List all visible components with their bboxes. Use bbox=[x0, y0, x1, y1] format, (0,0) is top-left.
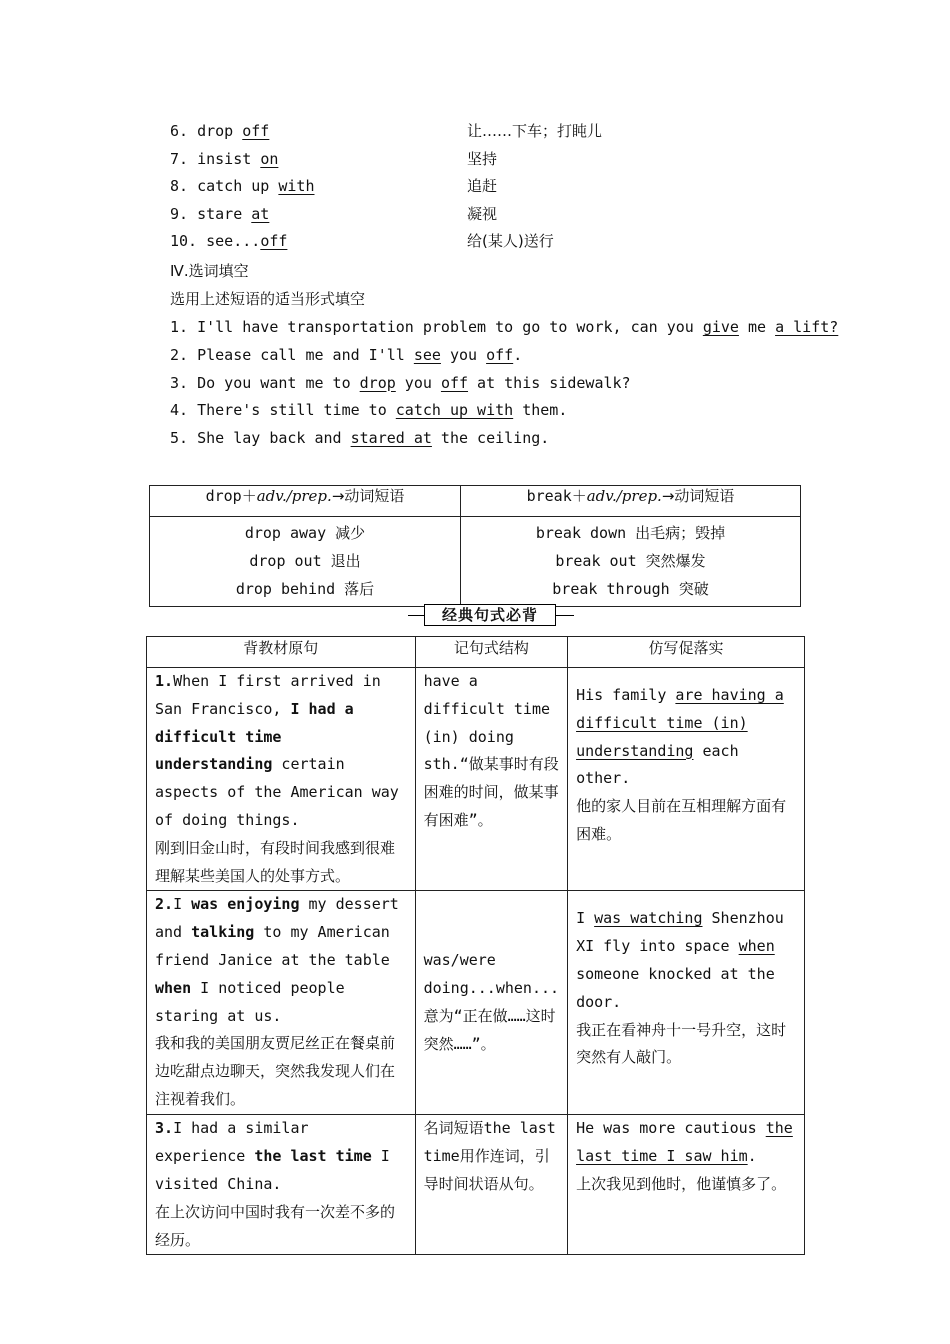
vocab-text: drop bbox=[188, 122, 243, 140]
vocab-answer: on bbox=[260, 149, 279, 168]
item-text: I'll have transportation problem to go to work, can you bbox=[188, 318, 703, 336]
answer-blank: off bbox=[486, 345, 514, 364]
phrase-table-header-break bbox=[461, 486, 801, 517]
fill-blank-item bbox=[170, 396, 567, 424]
imitation-cell bbox=[568, 668, 805, 891]
sentence-text: to my American friend Janice at the table bbox=[155, 923, 390, 969]
answer-blank: off bbox=[440, 373, 469, 392]
header-prefix: drop＋ bbox=[205, 487, 257, 505]
sentence-text: each other. bbox=[576, 741, 739, 788]
phrase-item: break through 突破 bbox=[552, 579, 709, 598]
sentence-row bbox=[147, 891, 805, 1115]
vocab-row bbox=[170, 201, 810, 229]
vocab-list bbox=[170, 118, 810, 256]
vocab-answer: off bbox=[242, 122, 270, 140]
key-structure: 1. bbox=[155, 672, 174, 690]
key-structure: the last time bbox=[254, 1147, 372, 1166]
header-suffix: →动词短语 bbox=[331, 487, 405, 505]
banner-title: 经典句式必背 bbox=[424, 604, 556, 626]
vocab-row bbox=[170, 118, 810, 146]
item-number: 5. bbox=[170, 429, 189, 448]
vocab-number: 10. bbox=[170, 232, 198, 251]
item-text: the ceiling. bbox=[431, 429, 550, 448]
sentence-text: He was more cautious bbox=[576, 1119, 766, 1138]
structure-cell bbox=[415, 1115, 567, 1255]
original-sentence-cell bbox=[147, 668, 416, 891]
key-structure: when bbox=[155, 978, 192, 997]
sentence-text: I visited China. bbox=[155, 1147, 390, 1193]
answer-blank: when bbox=[738, 937, 775, 956]
fill-blank-item bbox=[170, 424, 549, 452]
vocab-number: 7. bbox=[170, 149, 189, 168]
imitation-cell bbox=[568, 1115, 805, 1255]
original-sentence-cell bbox=[147, 1115, 416, 1255]
item-text: at this sidewalk? bbox=[468, 373, 631, 392]
imitation-translation: 他的家人目前在互相理解方面有困难。 bbox=[576, 797, 787, 843]
header-pos: adv./prep. bbox=[586, 487, 662, 505]
vocab-text: see... bbox=[197, 232, 261, 251]
answer-blank: a lift? bbox=[775, 318, 839, 336]
header-prefix: break＋ bbox=[526, 487, 587, 505]
header-suffix: →动词短语 bbox=[661, 487, 735, 505]
key-structure: 2. bbox=[155, 895, 174, 914]
vocab-meaning: 坚持 bbox=[467, 149, 498, 168]
answer-blank: stared at bbox=[350, 429, 432, 448]
structure-note: have a difficult time (in) doing sth.“做某事时有段困难的时间，做某事有困难”。 bbox=[423, 672, 559, 829]
item-number: 1. bbox=[170, 318, 189, 336]
imitation-sentence bbox=[576, 905, 796, 1016]
vocab-phrase bbox=[170, 146, 278, 174]
sentence-text: His family bbox=[576, 686, 676, 704]
vocab-number: 8. bbox=[170, 177, 189, 196]
header-original: 背教材原句 bbox=[147, 637, 416, 668]
item-text: She lay back and bbox=[188, 429, 351, 448]
vocab-phrase bbox=[170, 201, 269, 229]
phrase-item: break down 出毛病；毁掉 bbox=[535, 524, 726, 542]
vocab-number: 6. bbox=[170, 122, 189, 140]
item-text: . bbox=[513, 345, 523, 364]
sentence-text: I noticed people staring at us. bbox=[155, 978, 345, 1025]
original-sentence bbox=[155, 891, 407, 1030]
answer-blank: was watching bbox=[594, 909, 703, 928]
structure-note: was/were doing...when...意为“正在做……这时突然……”。 bbox=[423, 951, 560, 1053]
answer-blank: catch up with bbox=[395, 401, 514, 420]
phrase-cell-drop bbox=[150, 517, 461, 607]
item-number: 3. bbox=[170, 373, 189, 392]
phrase-item: break out 突然爆发 bbox=[555, 551, 706, 570]
vocab-row bbox=[170, 146, 810, 174]
vocab-meaning: 让……下车；打盹儿 bbox=[467, 122, 603, 140]
vocab-meaning: 给(某人)送行 bbox=[467, 232, 554, 251]
sentence-row bbox=[147, 1115, 805, 1255]
vocab-answer: at bbox=[251, 204, 270, 223]
vocab-text: stare bbox=[188, 204, 252, 223]
sentence-text: my dessert and bbox=[155, 895, 399, 942]
header-structure: 记句式结构 bbox=[415, 637, 567, 668]
imitation-translation: 上次我见到他时，他谨慎多了。 bbox=[576, 1174, 787, 1193]
vocab-answer: with bbox=[278, 177, 315, 196]
item-text: them. bbox=[513, 401, 568, 420]
original-sentence bbox=[155, 668, 407, 835]
phrase-item: drop away 减少 bbox=[244, 524, 366, 542]
answer-blank: give bbox=[702, 318, 739, 336]
imitation-sentence bbox=[576, 682, 796, 793]
key-structure: I had a difficult time understanding bbox=[155, 699, 354, 774]
item-text: Please call me and I'll bbox=[188, 345, 414, 364]
sentence-text: I had a similar experience bbox=[155, 1119, 309, 1166]
vocab-phrase bbox=[170, 173, 315, 201]
original-translation: 我和我的美国朋友贾尼丝正在餐桌前边吃甜点边聊天，突然我发现人们在注视着我们。 bbox=[155, 1034, 396, 1108]
item-text: you bbox=[395, 373, 441, 392]
header-imitate: 仿写促落实 bbox=[568, 637, 805, 668]
sentence-text: When I first arrived in San Francisco, bbox=[155, 672, 381, 718]
phrase-table bbox=[149, 485, 801, 607]
sentence-table bbox=[146, 636, 805, 1255]
answer-blank: drop bbox=[359, 373, 396, 392]
vocab-row bbox=[170, 173, 810, 201]
item-text: you bbox=[440, 345, 487, 364]
sentence-text: . bbox=[747, 1147, 757, 1166]
phrase-table-header-drop bbox=[150, 486, 461, 517]
phrase-item: drop out 退出 bbox=[249, 551, 361, 570]
vocab-number: 9. bbox=[170, 204, 189, 223]
sentence-text: Shenzhou XI fly into space bbox=[576, 909, 784, 956]
key-structure: was enjoying bbox=[191, 895, 300, 914]
fill-blank-item bbox=[170, 313, 838, 341]
vocab-phrase bbox=[170, 118, 269, 146]
key-structure: 3. bbox=[155, 1119, 174, 1138]
imitation-cell bbox=[568, 891, 805, 1115]
answer-blank: the last time I saw him bbox=[576, 1119, 793, 1166]
vocab-row bbox=[170, 228, 810, 256]
item-text: me bbox=[738, 318, 776, 336]
item-number: 4. bbox=[170, 401, 189, 420]
key-structure: talking bbox=[191, 923, 255, 942]
sentence-text: I bbox=[173, 895, 192, 914]
item-text: There's still time to bbox=[188, 401, 396, 420]
imitation-translation: 我正在看神舟十一号升空，这时突然有人敲门。 bbox=[576, 1020, 787, 1067]
banner-rule-right bbox=[554, 615, 574, 616]
original-sentence bbox=[155, 1115, 407, 1198]
answer-blank: see bbox=[413, 345, 441, 364]
structure-note: 名词短语the last time用作连词，引导时间状语从句。 bbox=[423, 1119, 556, 1193]
imitation-sentence bbox=[576, 1115, 796, 1171]
sentence-row bbox=[147, 668, 805, 891]
vocab-phrase bbox=[170, 228, 287, 256]
section-instruction: 选用上述短语的适当形式填空 bbox=[170, 290, 366, 308]
structure-cell bbox=[415, 668, 567, 891]
fill-blank-item bbox=[170, 341, 522, 369]
original-translation: 在上次访问中国时我有一次差不多的经历。 bbox=[155, 1202, 396, 1249]
phrase-cell-break bbox=[461, 517, 801, 607]
structure-cell bbox=[415, 891, 567, 1115]
vocab-text: catch up bbox=[188, 177, 279, 196]
header-pos: adv./prep. bbox=[256, 487, 332, 505]
vocab-meaning: 凝视 bbox=[467, 204, 498, 223]
item-text: Do you want me to bbox=[188, 373, 360, 392]
vocab-meaning: 追赶 bbox=[467, 177, 498, 196]
sentence-text: certain aspects of the American way of doing things. bbox=[155, 755, 399, 829]
phrase-item: drop behind 落后 bbox=[235, 579, 375, 598]
vocab-text: insist bbox=[188, 149, 261, 168]
answer-blank: are having a difficult time (in) understanding bbox=[576, 686, 784, 760]
section-heading: Ⅳ.选词填空 bbox=[170, 262, 249, 280]
vocab-answer: off bbox=[260, 232, 288, 251]
sentence-text: I bbox=[576, 909, 595, 928]
original-sentence-cell bbox=[147, 891, 416, 1115]
original-translation: 刚到旧金山时，有段时间我感到很难理解某些美国人的处事方式。 bbox=[155, 838, 396, 885]
item-number: 2. bbox=[170, 345, 189, 364]
fill-blank-item bbox=[170, 369, 631, 397]
sentence-text: someone knocked at the door. bbox=[576, 964, 775, 1011]
section-banner bbox=[408, 603, 574, 627]
